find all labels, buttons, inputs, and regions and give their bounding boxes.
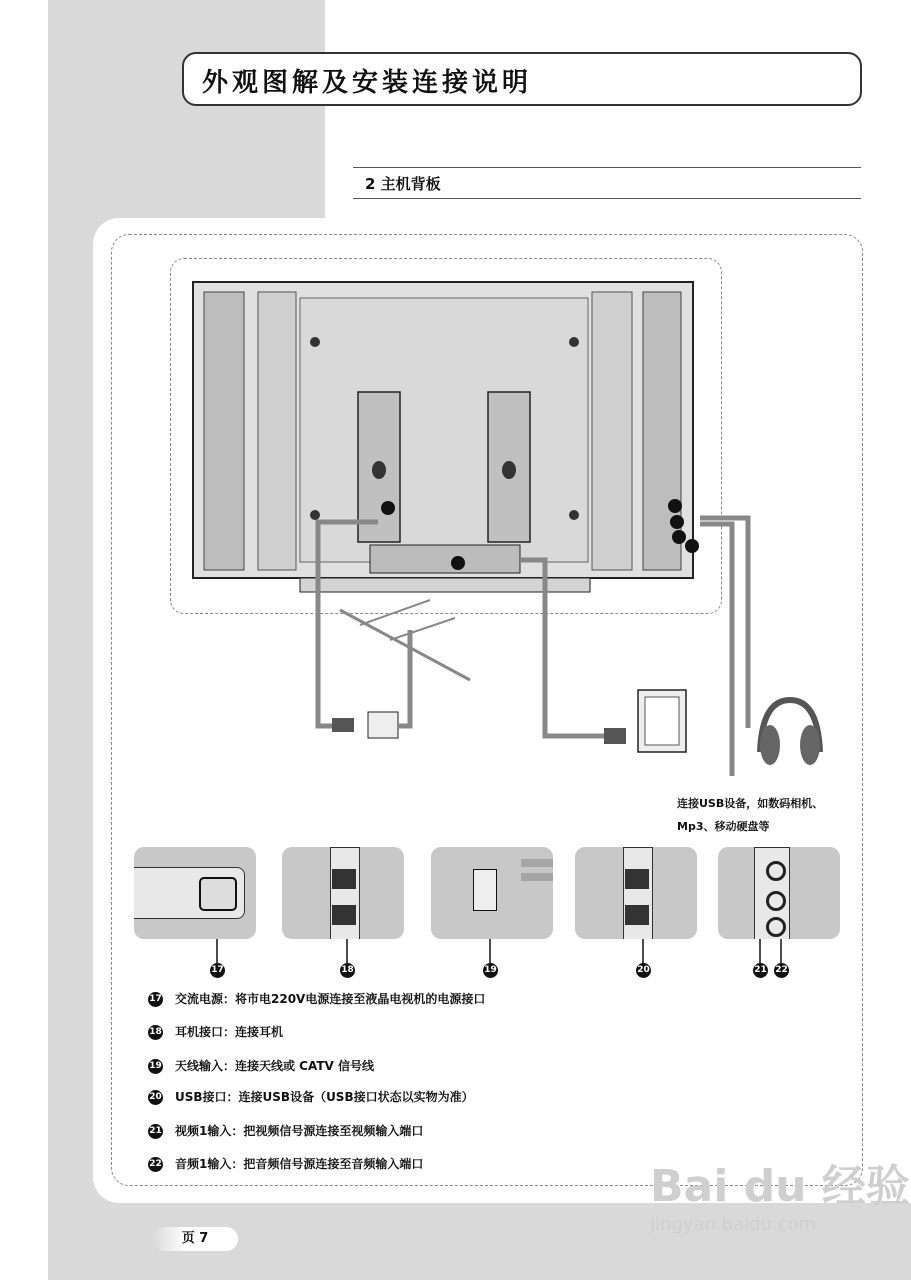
legend-text: 交流电源：将市电220V电源连接至液晶电视机的电源接口: [175, 992, 486, 1006]
callout-22: 22: [774, 963, 789, 978]
usb-note: [677, 792, 823, 838]
callout-21: 21: [753, 963, 768, 978]
legend-item: [148, 1122, 423, 1139]
legend-text: 耳机接口：连接耳机: [175, 1025, 284, 1039]
watermark-logo: Bai du 经验: [650, 1161, 910, 1212]
legend-num: 21: [148, 1124, 163, 1139]
thumb-usb: [575, 847, 697, 939]
watermark-url: jingyan.baidu.com: [650, 1214, 817, 1235]
tv-side-right: [592, 292, 632, 570]
thumb-av-input: [718, 847, 840, 939]
page-title: 外观图解及安装连接说明: [202, 68, 533, 98]
usb-note-line2: Mp3、移动硬盘等: [677, 820, 770, 833]
headphone-cable: [700, 518, 748, 728]
legend-num: 18: [148, 1025, 163, 1040]
callout-19: 19: [483, 963, 498, 978]
legend-item: [148, 1023, 283, 1040]
stand-neck: [370, 545, 520, 573]
section-title: 2 主机背板: [365, 175, 441, 193]
legend-text: 视频1输入：把视频信号源连接至视频输入端口: [175, 1124, 424, 1138]
tv-side-left: [258, 292, 296, 570]
callout-18: 18: [340, 963, 355, 978]
legend-text: 音频1输入：把音频信号源连接至音频输入端口: [175, 1157, 424, 1171]
callout-17: 17: [210, 963, 225, 978]
tv-callout-20: [670, 515, 684, 529]
antenna-adapter: [368, 712, 398, 738]
tv-callout-22: [685, 539, 699, 553]
tv-speaker-left: [204, 292, 244, 570]
usb-note-line1: 连接USB设备，如数码相机、: [677, 797, 824, 810]
legend-item: [148, 1057, 374, 1074]
tv-callout-21: [672, 530, 686, 544]
thumb-antenna: [431, 847, 553, 939]
tv-callout-19: [381, 501, 395, 515]
thumb-power-port: [134, 847, 256, 939]
power-plug: [604, 728, 626, 744]
callout-20: 20: [636, 963, 651, 978]
thumb-headphone-usb: [282, 847, 404, 939]
legend-num: 20: [148, 1090, 163, 1105]
usb-cable: [700, 524, 732, 776]
page-number: 页 7: [152, 1227, 238, 1251]
legend-num: 19: [148, 1059, 163, 1074]
legend-item: [148, 1088, 474, 1105]
legend-item: [148, 1155, 423, 1172]
legend-text: USB接口：连接USB设备（USB接口状态以实物为准）: [175, 1090, 474, 1104]
legend-item: [148, 990, 485, 1007]
legend-text: 天线输入：连接天线或 CATV 信号线: [175, 1059, 374, 1073]
legend-num: 22: [148, 1157, 163, 1172]
tv-callout-17: [451, 556, 465, 570]
antenna-plug: [332, 718, 354, 732]
legend-num: 17: [148, 992, 163, 1007]
tv-callout-18: [668, 499, 682, 513]
